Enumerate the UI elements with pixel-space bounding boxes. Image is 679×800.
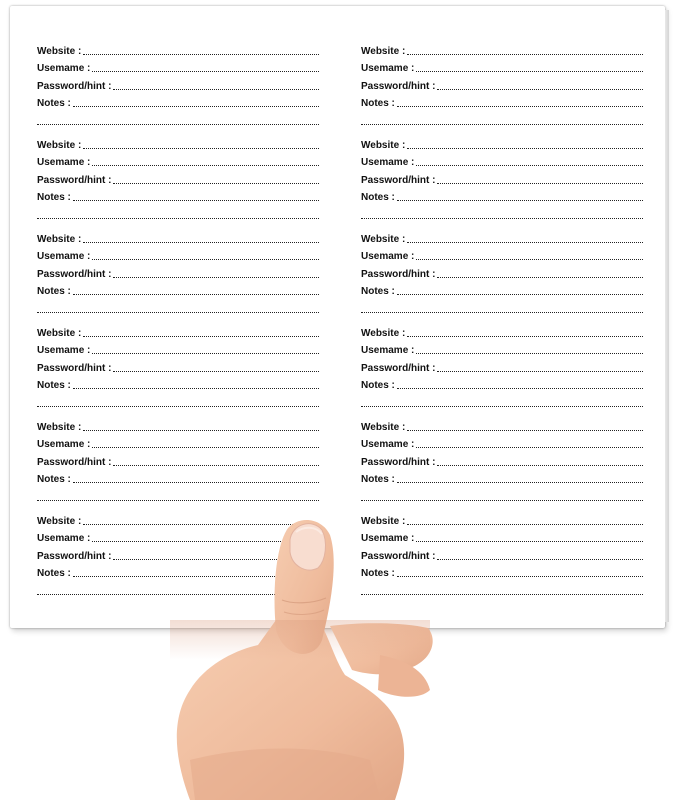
- password-field[interactable]: [37, 168, 319, 186]
- notes-field[interactable]: [37, 92, 319, 110]
- password-label: Password/hint :: [361, 268, 436, 280]
- notes-label: Notes :: [37, 98, 71, 110]
- column-left: [37, 39, 319, 603]
- username-field[interactable]: [37, 57, 319, 75]
- dotted-line: [92, 540, 319, 542]
- username-label: Usemame :: [37, 63, 91, 75]
- notes-field[interactable]: [361, 562, 643, 580]
- notes-extra-line[interactable]: [37, 203, 319, 221]
- notes-label: Notes :: [37, 568, 71, 580]
- website-field[interactable]: [37, 39, 319, 57]
- notes-label: Notes :: [361, 380, 395, 392]
- notes-label: Notes :: [37, 192, 71, 204]
- password-field[interactable]: [361, 74, 643, 92]
- password-label: Password/hint :: [37, 268, 112, 280]
- dotted-line: [397, 293, 643, 295]
- notes-field[interactable]: [37, 562, 319, 580]
- dotted-line: [83, 335, 319, 337]
- notes-extra-line[interactable]: [361, 391, 643, 409]
- dotted-line: [83, 523, 319, 525]
- dotted-line: [37, 405, 319, 407]
- dotted-line: [407, 241, 643, 243]
- username-field[interactable]: [37, 339, 319, 357]
- website-field[interactable]: [361, 227, 643, 245]
- password-label: Password/hint :: [37, 456, 112, 468]
- dotted-line: [113, 88, 319, 90]
- dotted-line: [416, 258, 643, 260]
- dotted-line: [416, 540, 643, 542]
- dotted-line: [37, 217, 319, 219]
- notes-extra-line[interactable]: [361, 203, 643, 221]
- notes-field[interactable]: [361, 468, 643, 486]
- username-field[interactable]: [361, 245, 643, 263]
- dotted-line: [37, 123, 319, 125]
- notes-field[interactable]: [37, 186, 319, 204]
- notes-extra-line[interactable]: [37, 391, 319, 409]
- website-field[interactable]: [37, 415, 319, 433]
- notes-field[interactable]: [361, 374, 643, 392]
- entry-right-6: [361, 509, 643, 603]
- column-right: [361, 39, 643, 603]
- dotted-line: [92, 446, 319, 448]
- password-field[interactable]: [361, 262, 643, 280]
- website-field[interactable]: [37, 133, 319, 151]
- dotted-line: [83, 429, 319, 431]
- username-label: Usemame :: [37, 345, 91, 357]
- dotted-line: [113, 370, 319, 372]
- dotted-line: [437, 464, 643, 466]
- website-label: Website :: [37, 515, 82, 527]
- website-field[interactable]: [37, 509, 319, 527]
- dotted-line: [83, 241, 319, 243]
- entry-left-3: [37, 227, 319, 321]
- notes-extra-line[interactable]: [361, 109, 643, 127]
- dotted-line: [73, 293, 319, 295]
- website-field[interactable]: [37, 321, 319, 339]
- notes-label: Notes :: [361, 474, 395, 486]
- notes-label: Notes :: [361, 192, 395, 204]
- notes-extra-line[interactable]: [37, 579, 319, 597]
- username-field[interactable]: [361, 339, 643, 357]
- website-label: Website :: [361, 139, 406, 151]
- dotted-line: [437, 558, 643, 560]
- username-field[interactable]: [37, 151, 319, 169]
- website-label: Website :: [361, 327, 406, 339]
- dotted-line: [92, 70, 319, 72]
- notes-field[interactable]: [37, 468, 319, 486]
- dotted-line: [37, 311, 319, 313]
- dotted-line: [113, 276, 319, 278]
- username-field[interactable]: [37, 527, 319, 545]
- entry-right-2: [361, 133, 643, 227]
- notes-field[interactable]: [361, 280, 643, 298]
- notes-field[interactable]: [37, 280, 319, 298]
- dotted-line: [361, 311, 643, 313]
- dotted-line: [361, 499, 643, 501]
- notes-label: Notes :: [37, 286, 71, 298]
- dotted-line: [407, 147, 643, 149]
- dotted-line: [73, 481, 319, 483]
- username-label: Usemame :: [361, 157, 415, 169]
- password-label: Password/hint :: [361, 362, 436, 374]
- username-field[interactable]: [37, 245, 319, 263]
- dotted-line: [73, 199, 319, 201]
- notes-label: Notes :: [37, 474, 71, 486]
- dotted-line: [437, 276, 643, 278]
- entry-left-4: [37, 321, 319, 415]
- dotted-line: [437, 88, 643, 90]
- dotted-line: [437, 182, 643, 184]
- dotted-line: [416, 446, 643, 448]
- website-field[interactable]: [361, 39, 643, 57]
- dotted-line: [361, 405, 643, 407]
- website-label: Website :: [361, 45, 406, 57]
- username-field[interactable]: [361, 151, 643, 169]
- dotted-line: [407, 335, 643, 337]
- website-field[interactable]: [37, 227, 319, 245]
- website-label: Website :: [37, 45, 82, 57]
- username-label: Usemame :: [361, 345, 415, 357]
- username-label: Usemame :: [37, 157, 91, 169]
- website-label: Website :: [37, 421, 82, 433]
- website-label: Website :: [37, 233, 82, 245]
- password-field[interactable]: [37, 356, 319, 374]
- website-label: Website :: [361, 421, 406, 433]
- notes-label: Notes :: [361, 568, 395, 580]
- notes-field[interactable]: [361, 92, 643, 110]
- dotted-line: [83, 147, 319, 149]
- website-field[interactable]: [361, 415, 643, 433]
- website-label: Website :: [37, 327, 82, 339]
- entry-left-6: [37, 509, 319, 603]
- password-logbook-page: [10, 6, 665, 628]
- notes-field[interactable]: [361, 186, 643, 204]
- entry-left-5: [37, 415, 319, 509]
- username-field[interactable]: [361, 527, 643, 545]
- page-edge: [665, 10, 669, 622]
- dotted-line: [113, 182, 319, 184]
- username-label: Usemame :: [361, 63, 415, 75]
- username-label: Usemame :: [361, 251, 415, 263]
- notes-label: Notes :: [361, 98, 395, 110]
- password-field[interactable]: [37, 544, 319, 562]
- password-field[interactable]: [361, 168, 643, 186]
- username-label: Usemame :: [37, 251, 91, 263]
- password-field[interactable]: [361, 356, 643, 374]
- dotted-line: [113, 464, 319, 466]
- notes-field[interactable]: [37, 374, 319, 392]
- notes-label: Notes :: [361, 286, 395, 298]
- dotted-line: [407, 523, 643, 525]
- notes-extra-line[interactable]: [37, 109, 319, 127]
- password-field[interactable]: [37, 450, 319, 468]
- entry-right-1: [361, 39, 643, 133]
- dotted-line: [37, 499, 319, 501]
- dotted-line: [397, 199, 643, 201]
- dotted-line: [73, 387, 319, 389]
- dotted-line: [92, 164, 319, 166]
- password-field[interactable]: [37, 74, 319, 92]
- website-field[interactable]: [361, 321, 643, 339]
- dotted-line: [361, 593, 643, 595]
- password-label: Password/hint :: [37, 550, 112, 562]
- dotted-line: [437, 370, 643, 372]
- dotted-line: [397, 481, 643, 483]
- dotted-line: [397, 387, 643, 389]
- username-label: Usemame :: [37, 439, 91, 451]
- dotted-line: [397, 105, 643, 107]
- website-label: Website :: [361, 233, 406, 245]
- username-label: Usemame :: [361, 439, 415, 451]
- notes-extra-line[interactable]: [37, 485, 319, 503]
- username-label: Usemame :: [37, 533, 91, 545]
- dotted-line: [361, 217, 643, 219]
- dotted-line: [73, 105, 319, 107]
- notes-label: Notes :: [37, 380, 71, 392]
- dotted-line: [416, 164, 643, 166]
- dotted-line: [73, 575, 319, 577]
- dotted-line: [37, 593, 319, 595]
- notes-extra-line[interactable]: [37, 297, 319, 315]
- password-label: Password/hint :: [361, 174, 436, 186]
- password-label: Password/hint :: [361, 80, 436, 92]
- username-field[interactable]: [361, 433, 643, 451]
- notes-extra-line[interactable]: [361, 297, 643, 315]
- dotted-line: [416, 352, 643, 354]
- dotted-line: [92, 258, 319, 260]
- dotted-line: [83, 53, 319, 55]
- website-field[interactable]: [361, 509, 643, 527]
- username-field[interactable]: [37, 433, 319, 451]
- dotted-line: [407, 53, 643, 55]
- dotted-line: [416, 70, 643, 72]
- username-label: Usemame :: [361, 533, 415, 545]
- notes-extra-line[interactable]: [361, 579, 643, 597]
- entry-right-3: [361, 227, 643, 321]
- password-label: Password/hint :: [37, 174, 112, 186]
- password-field[interactable]: [361, 544, 643, 562]
- username-field[interactable]: [361, 57, 643, 75]
- password-label: Password/hint :: [361, 550, 436, 562]
- entry-left-1: [37, 39, 319, 133]
- dotted-line: [113, 558, 319, 560]
- notes-extra-line[interactable]: [361, 485, 643, 503]
- website-field[interactable]: [361, 133, 643, 151]
- dotted-line: [361, 123, 643, 125]
- entry-right-5: [361, 415, 643, 509]
- password-label: Password/hint :: [361, 456, 436, 468]
- password-label: Password/hint :: [37, 80, 112, 92]
- website-label: Website :: [37, 139, 82, 151]
- dotted-line: [397, 575, 643, 577]
- password-field[interactable]: [361, 450, 643, 468]
- dotted-line: [407, 429, 643, 431]
- entry-right-4: [361, 321, 643, 415]
- entry-left-2: [37, 133, 319, 227]
- password-field[interactable]: [37, 262, 319, 280]
- dotted-line: [92, 352, 319, 354]
- password-label: Password/hint :: [37, 362, 112, 374]
- website-label: Website :: [361, 515, 406, 527]
